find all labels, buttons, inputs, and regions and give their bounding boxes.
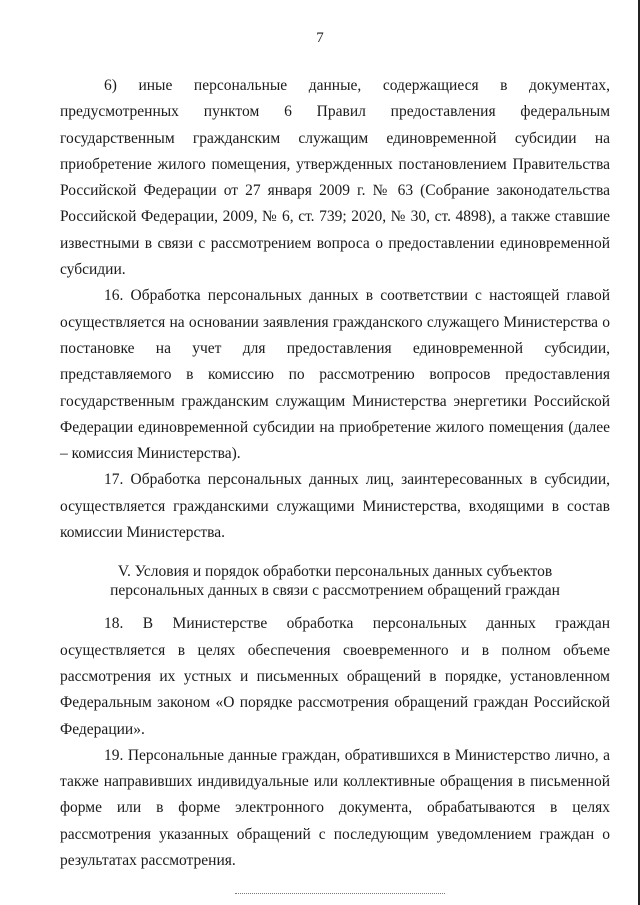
- section-heading-v: V. Условия и порядок обработки персональных данных субъектов персональных данных в связи с рассмотрением обращений граждан: [110, 563, 560, 600]
- document-body: [60, 73, 610, 874]
- paragraph-18: 18. В Министерстве обработка персональных данных граждан осуществляется в целях обеспечения своевременного и в полном объеме рассмотрения их устных и письменных обращений в порядке, установленном Федеральным законом «О порядке рассмотрения обращений граждан Российской Федерации».: [60, 615, 610, 738]
- paragraph-17: 17. Обработка персональных данных лиц, заинтересованных в субсидии, осуществляется гражданскими служащими Министерства, входящими в состав комиссии Министерства.: [60, 471, 610, 542]
- paragraph-16: 16. Обработка персональных данных в соответствии с настоящей главой осуществляется на основании заявления гражданского служащего Министерства о постановке на учет для предоставления единовременной субсидии, представляемого в комиссию по рассмотрению вопросов предоставления государственным гражданским служащим Министерства энергетики Российской Федерации единовременной субсидии на приобретение жилого помещения (далее – комиссия Министерства).: [60, 287, 610, 463]
- page-number: 7: [316, 30, 324, 46]
- paragraph-item-6: 6) иные персональные данные, содержащиеся в документах, предусмотренных пунктом 6 Правил предоставления федеральным государственным гражданским служащим единовременной субсидии на приобретение жилого помещения, утвержденных постановлением Правительства Российской Федерации от 27 января 2009 г. № 63 (Собрание законодательства Российской Федерации, 2009, № 6, ст. 739; 2020, № 30, ст. 4898), а также ставшие известными в связи с рассмотрением вопроса о предоставлении единовременной субсидии.: [60, 77, 610, 279]
- scan-artifact-line: [235, 893, 445, 895]
- paragraph-19: 19. Персональные данные граждан, обратившихся в Министерство лично, а также направивших индивидуальные или коллективные обращения в письменной форме или в форме электронного документа, обрабатываются в целях рассмотрения указанных обращений с последующим уведомлением граждан о результатах рассмотрения.: [60, 746, 610, 870]
